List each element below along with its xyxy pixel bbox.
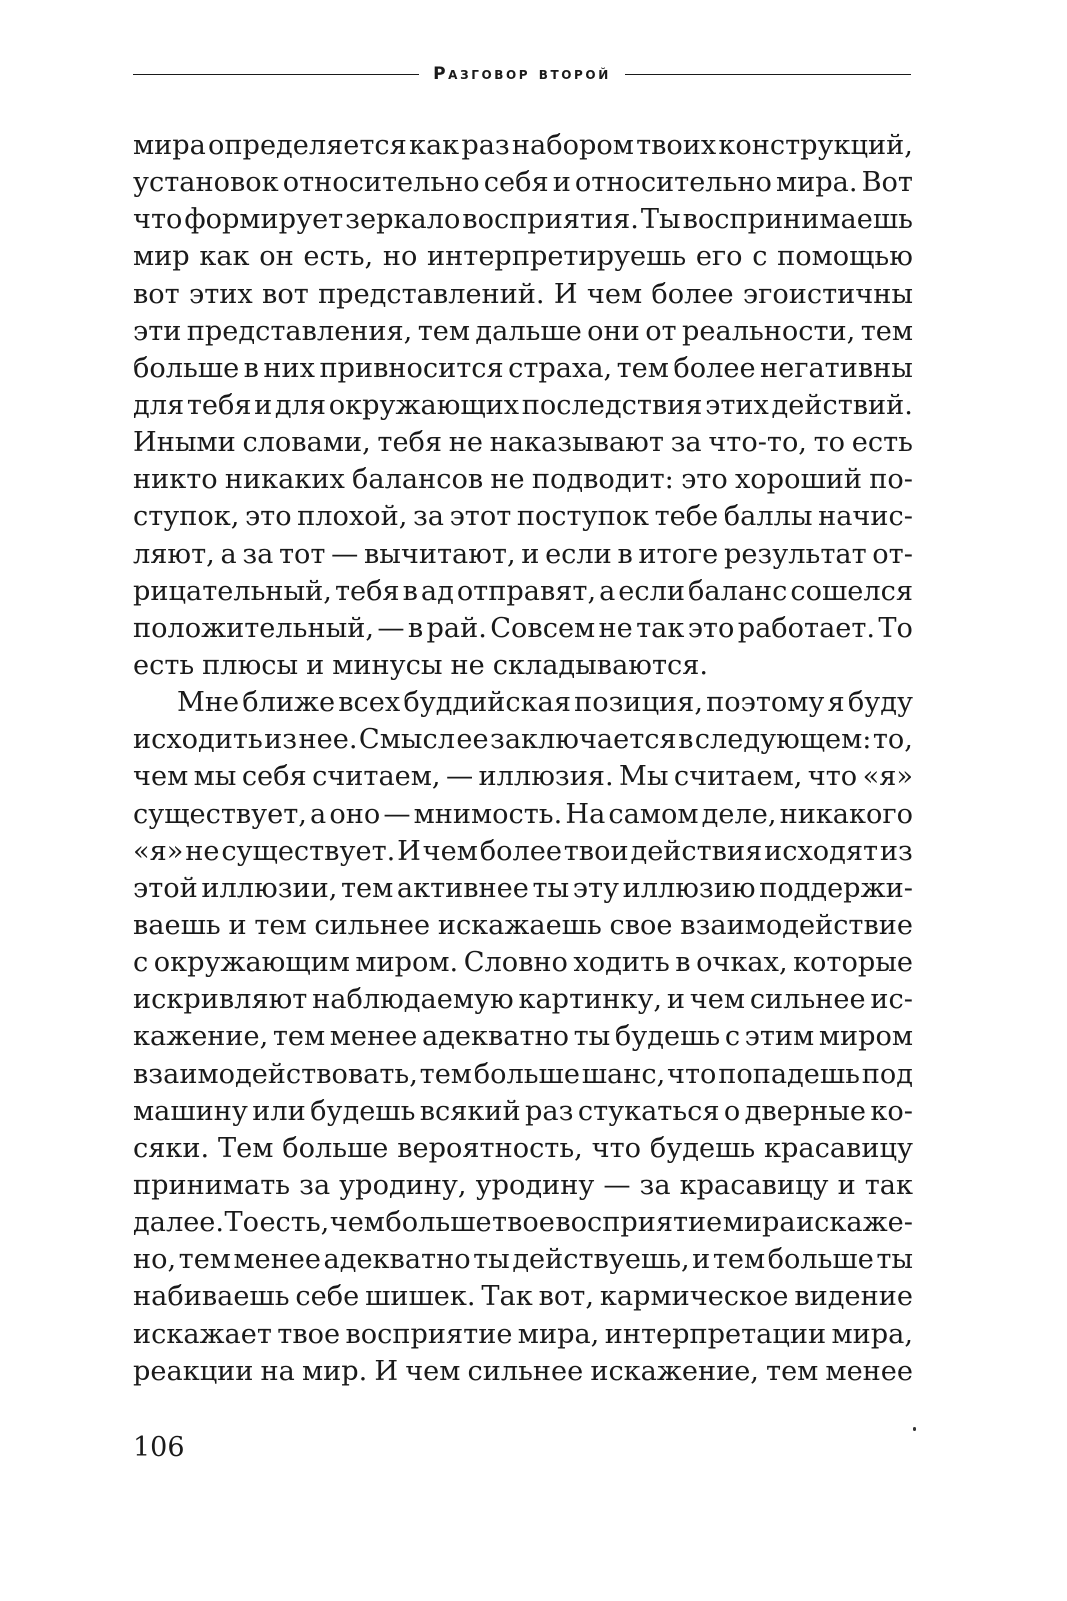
text-line: ваешь и тем сильнее искажаешь свое взаимодействие (133, 909, 913, 941)
text-line: искривляют наблюдаемую картинку, и чем сильнее ис- (133, 984, 913, 1016)
text-line: с окружающим миром. Словно ходить в очках, которые (133, 947, 913, 979)
header-rule-left (133, 74, 419, 75)
header-rule-right (625, 74, 911, 75)
text-line: вот этих вот представлений. И чем более эгоистичны (133, 278, 913, 310)
text-line: «я» не существует. И чем более твои действия исходят из (133, 835, 913, 867)
text-line: машину или будешь всякий раз стукаться о дверные ко- (133, 1095, 913, 1127)
text-line: ступок, это плохой, за этот поступок тебе баллы начис- (133, 501, 913, 533)
text-line: для тебя и для окружающих последствия этих действий. (133, 389, 913, 421)
print-speck (913, 1427, 916, 1431)
running-header (133, 62, 911, 86)
text-line: исходить из нее. Смысл ее заключается в следующем: то, (133, 724, 913, 756)
text-line: взаимодействовать, тем больше шанс, что попадешь под (133, 1058, 913, 1090)
text-line: Иными словами, тебя не наказывают за что-то, то есть (133, 427, 913, 459)
text-line: что формирует зеркало восприятия. Ты воспринимаешь (133, 204, 913, 236)
text-line: установок относительно себя и относительно мира. Вот (133, 167, 913, 199)
text-line: существует, а оно — мнимость. На самом деле, никакого (133, 798, 913, 830)
text-line: никто никаких балансов не подводит: это хороший по- (133, 464, 913, 496)
text-line: этой иллюзии, тем активнее ты эту иллюзию поддержи- (133, 872, 913, 904)
paragraph (133, 684, 913, 1390)
text-line: мира определяется как раз набором твоих конструкций, (133, 130, 913, 161)
text-line: искажает твое восприятие мира, интерпретации мира, (133, 1318, 913, 1350)
text-line: Мне ближе всех буддийская позиция, поэтому я буду (177, 687, 913, 719)
text-line: больше в них привносится страха, тем более негативны (133, 352, 913, 384)
text-line: положительный, — в рай. Совсем не так это работает. То (133, 612, 913, 644)
text-line: есть плюсы и минусы не складываются. (133, 649, 709, 681)
text-line: рицательный, тебя в ад отправят, а если баланс сошелся (133, 575, 913, 607)
body-text (133, 127, 913, 1390)
text-line: принимать за уродину, уродину — за красавицу и так (133, 1169, 913, 1201)
page-number: 106 (133, 1432, 185, 1463)
text-line: кажение, тем менее адекватно ты будешь с этим миром (133, 1021, 913, 1053)
text-line: чем мы себя считаем, — иллюзия. Мы считаем, что «я» (133, 761, 913, 793)
text-line: ляют, а за тот — вычитают, и если в итоге результат от- (133, 538, 913, 570)
text-line: но, тем менее адекватно ты действуешь, и тем больше ты (133, 1244, 913, 1276)
text-line: реакции на мир. И чем сильнее искажение, тем менее (133, 1355, 913, 1387)
text-line: сяки. Тем больше вероятность, что будешь красавицу (133, 1132, 913, 1164)
text-line: мир как он есть, но интерпретируешь его с помощью (133, 241, 913, 273)
text-line: эти представления, тем дальше они от реальности, тем (133, 315, 913, 347)
text-line: набиваешь себе шишек. Так вот, кармическое видение (133, 1281, 913, 1313)
paragraph (133, 127, 913, 684)
text-line: далее. То есть, чем больше твое восприятие мира искаже- (133, 1207, 913, 1239)
running-header-title: Разговор второй (433, 64, 611, 84)
